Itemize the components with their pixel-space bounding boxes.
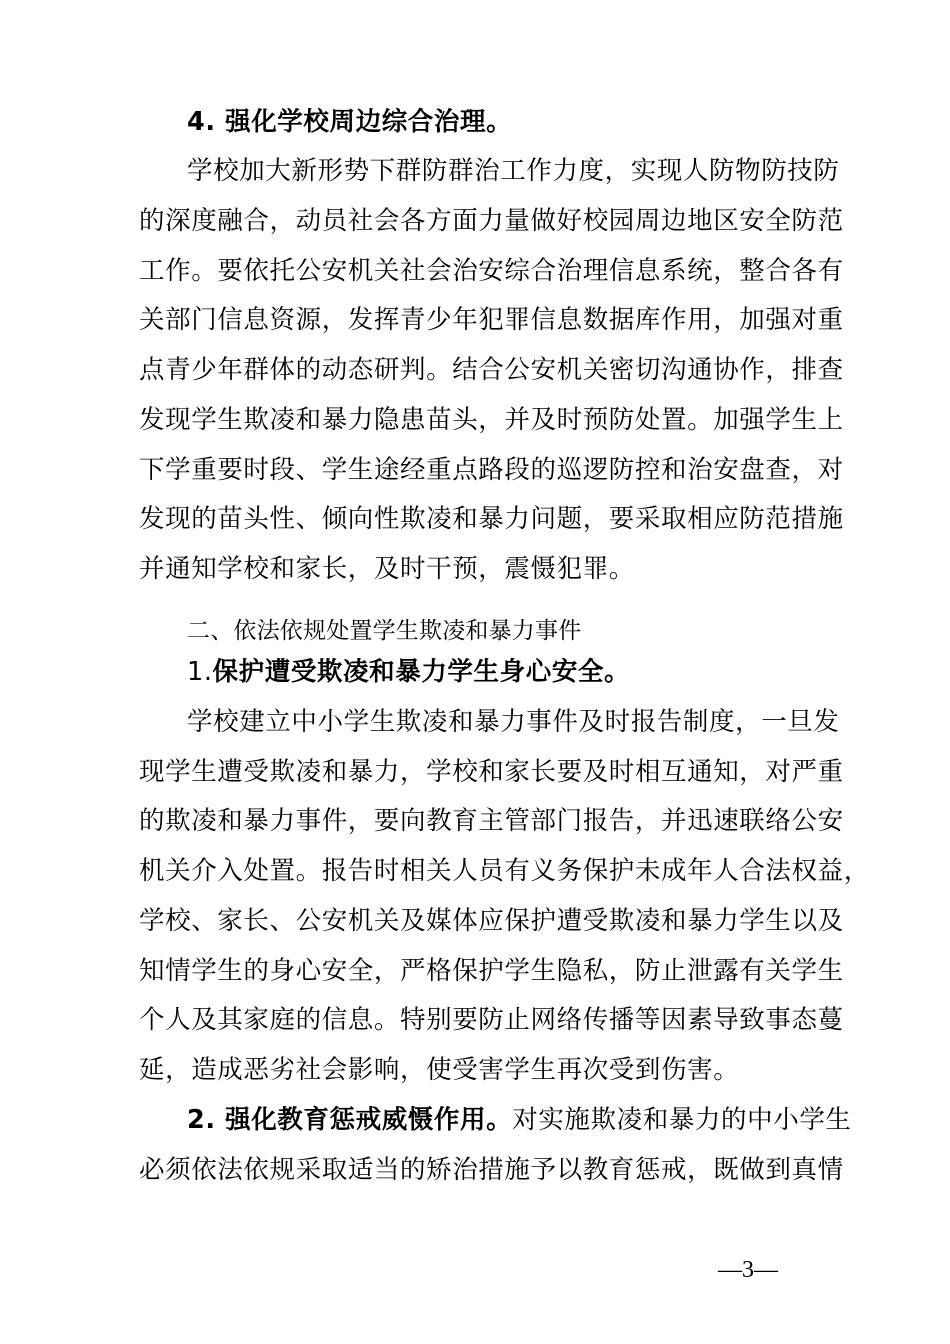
paragraph-line: 延，造成恶劣社会影响，使受害学生再次受到伤害。 [139, 1055, 740, 1085]
paragraph-line: 学校加大新形势下群防群治工作力度，实现人防物防技防 [187, 156, 840, 186]
item-2-heading: 2. 强化教育惩戒威慑作用。 [187, 1105, 513, 1135]
paragraph-line: 发现学生欺凌和暴力隐患苗头，并及时预防处置。加强学生上 [139, 405, 844, 435]
paragraph-line: 学校、家长、公安机关及媒体应保护遭受欺凌和暴力学生以及 [139, 906, 844, 936]
paragraph-line: 工作。要依托公安机关社会治安综合治理信息系统，整合各有 [139, 256, 844, 286]
paragraph-line: 并通知学校和家长，及时干预，震慑犯罪。 [139, 554, 635, 584]
paragraph-line: 现学生遭受欺凌和暴力，学校和家长要及时相互通知，对严重 [139, 757, 844, 787]
paragraph-line: 发现的苗头性、倾向性欺凌和暴力问题，要采取相应防范措施 [139, 504, 844, 534]
page-number: —3— [718, 1257, 778, 1283]
item-2-first-line [187, 1102, 887, 1138]
paragraph-line: 个人及其家庭的信息。特别要防止网络传播等因素导致事态蔓 [139, 1005, 844, 1035]
paragraph-line: 的欺凌和暴力事件，要向教育主管部门报告，并迅速联络公安 [139, 806, 844, 836]
item-4-heading: 4. 强化学校周边综合治理。 [187, 107, 513, 137]
item-1-title: 保护遭受欺凌和暴力学生身心安全。 [212, 657, 631, 687]
item-1-number: 1. [187, 657, 213, 687]
section-2-heading: 二、依法依规处置学生欺凌和暴力事件 [187, 618, 582, 644]
item-1-heading [187, 654, 887, 690]
paragraph-line: 点青少年群体的动态研判。结合公安机关密切沟通协作，排查 [139, 355, 844, 385]
paragraph-line: 下学重要时段、学生途经重点路段的巡逻防控和治安盘查，对 [139, 455, 844, 485]
item-2-text: 对实施欺凌和暴力的中小学生 [512, 1105, 852, 1135]
paragraph-line: 学校建立中小学生欺凌和暴力事件及时报告制度，一旦发 [187, 707, 840, 737]
paragraph-line: 必须依法依规采取适当的矫治措施予以教育惩戒，既做到真情 [139, 1155, 844, 1185]
paragraph-line: 机关介入处置。报告时相关人员有义务保护未成年人合法权益， [139, 856, 870, 886]
paragraph-line: 的深度融合，动员社会各方面力量做好校园周边地区安全防范 [139, 206, 844, 236]
paragraph-line: 知情学生的身心安全，严格保护学生隐私，防止泄露有关学生 [139, 956, 844, 986]
paragraph-line: 关部门信息资源，发挥青少年犯罪信息数据库作用，加强对重 [139, 305, 844, 335]
